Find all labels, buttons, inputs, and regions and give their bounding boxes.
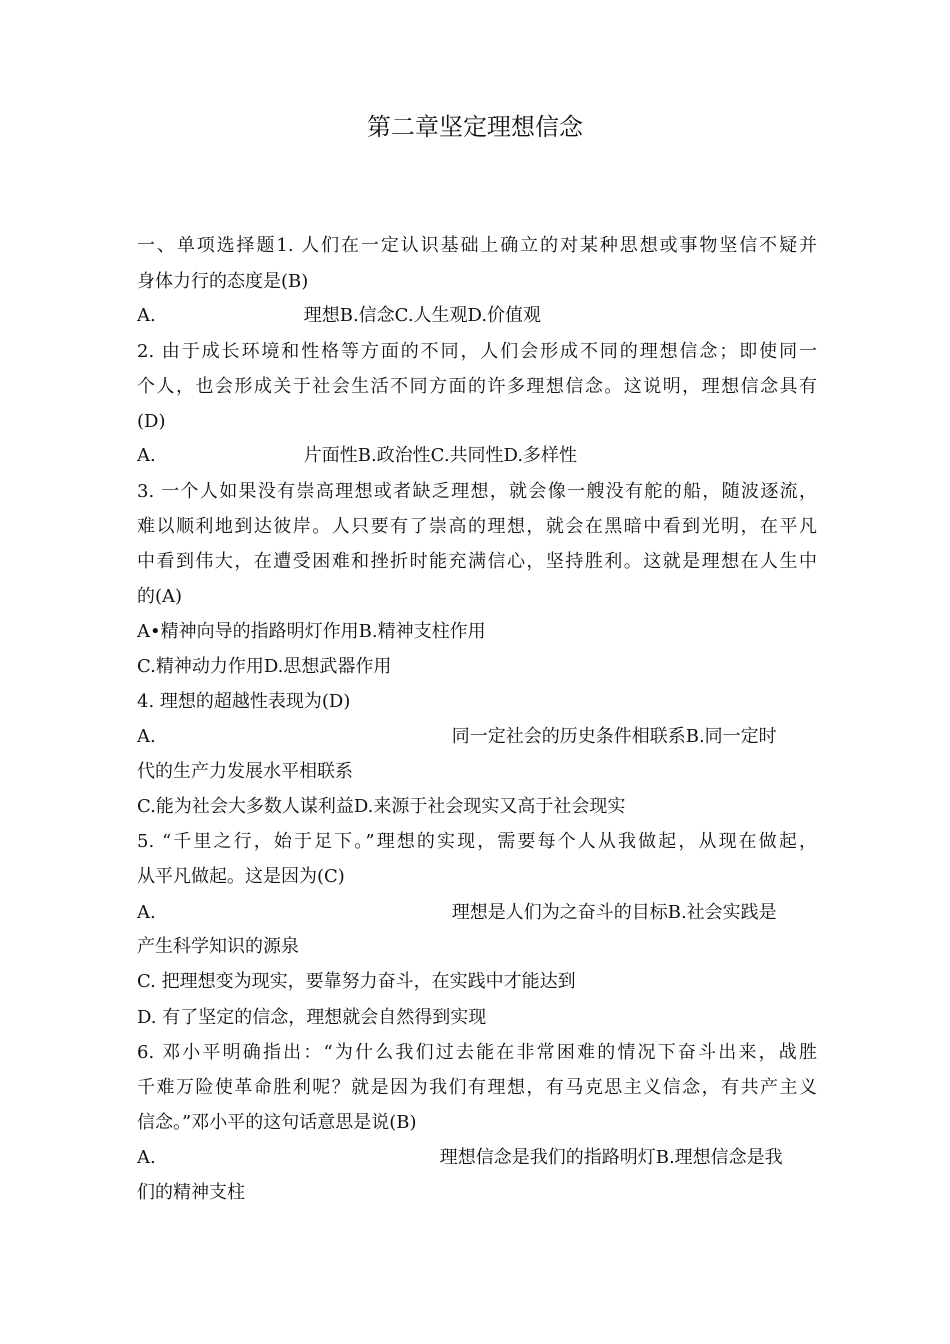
text-line: 千难万险使革命胜利呢？就是因为我们有理想，有马克思主义信念，有共产主义 bbox=[137, 1077, 817, 1098]
text-line: D. 有了坚定的信念，理想就会自然得到实现 bbox=[137, 1007, 487, 1028]
option-line bbox=[137, 895, 817, 931]
text-line: C. 把理想变为现实，要靠努力奋斗，在实践中才能达到 bbox=[137, 971, 576, 992]
text-line: 2. 由于成长环境和性格等方面的不同，人们会形成不同的理想信念；即使同一 bbox=[137, 341, 817, 362]
text-line: 从平凡做起。这是因为(C) bbox=[137, 866, 345, 887]
option-line bbox=[137, 298, 817, 334]
option-text: 同一定社会的历史条件相联系B.同一定时 bbox=[451, 726, 777, 747]
text-line: 6. 邓小平明确指出：“为什么我们过去能在非常困难的情况下奋斗出来，战胜 bbox=[137, 1042, 817, 1063]
text-line: 信念。”邓小平的这句话意思是说(B) bbox=[137, 1112, 417, 1133]
option-prefix: A. bbox=[137, 305, 156, 326]
option-prefix: A. bbox=[137, 445, 156, 466]
page-title: 第二章坚定理想信念 bbox=[367, 113, 583, 141]
text-line: 一、单项选择题1. 人们在一定认识基础上确立的对某种思想或事物坚信不疑并 bbox=[137, 235, 817, 256]
text-line: 个人，也会形成关于社会生活不同方面的许多理想信念。这说明，理想信念具有 bbox=[137, 376, 817, 397]
text-line: (D) bbox=[137, 411, 166, 432]
text-line: 产生科学知识的源泉 bbox=[137, 936, 299, 957]
option-line bbox=[137, 719, 817, 755]
text-line: C.精神动力作用D.思想武器作用 bbox=[137, 656, 392, 677]
option-text: 片面性B.政治性C.共同性D.多样性 bbox=[303, 445, 578, 466]
text-line: 5. “千里之行，始于足下。”理想的实现，需要每个人从我做起，从现在做起， bbox=[137, 831, 817, 852]
text-line: A•精神向导的指路明灯作用B.精神支柱作用 bbox=[137, 621, 486, 642]
text-line: 们的精神支柱 bbox=[137, 1182, 245, 1203]
option-prefix: A. bbox=[137, 902, 156, 923]
text-line: 难以顺利地到达彼岸。人只要有了崇高的理想，就会在黑暗中看到光明，在平凡 bbox=[137, 516, 817, 537]
text-line: C.能为社会大多数人谋利益D.来源于社会现实又高于社会现实 bbox=[137, 796, 626, 817]
text-line: 3. 一个人如果没有崇高理想或者缺乏理想，就会像一艘没有舵的船，随波逐流， bbox=[137, 481, 817, 502]
option-text: 理想信念是我们的指路明灯B.理想信念是我 bbox=[439, 1147, 783, 1168]
text-line: 4. 理想的超越性表现为(D) bbox=[137, 691, 351, 712]
option-text: 理想B.信念C.人生观D.价值观 bbox=[303, 305, 542, 326]
text-line: 的(A) bbox=[137, 586, 183, 607]
text-line: 中看到伟大，在遭受困难和挫折时能充满信心，坚持胜利。这就是理想在人生中 bbox=[137, 551, 817, 572]
option-text: 理想是人们为之奋斗的目标B.社会实践是 bbox=[451, 902, 777, 923]
option-line bbox=[137, 1140, 817, 1176]
text-line: 身体力行的态度是(B) bbox=[137, 271, 309, 292]
option-prefix: A. bbox=[137, 726, 156, 747]
option-line bbox=[137, 438, 817, 474]
text-line: 代的生产力发展水平相联系 bbox=[137, 761, 353, 782]
option-prefix: A. bbox=[137, 1147, 156, 1168]
